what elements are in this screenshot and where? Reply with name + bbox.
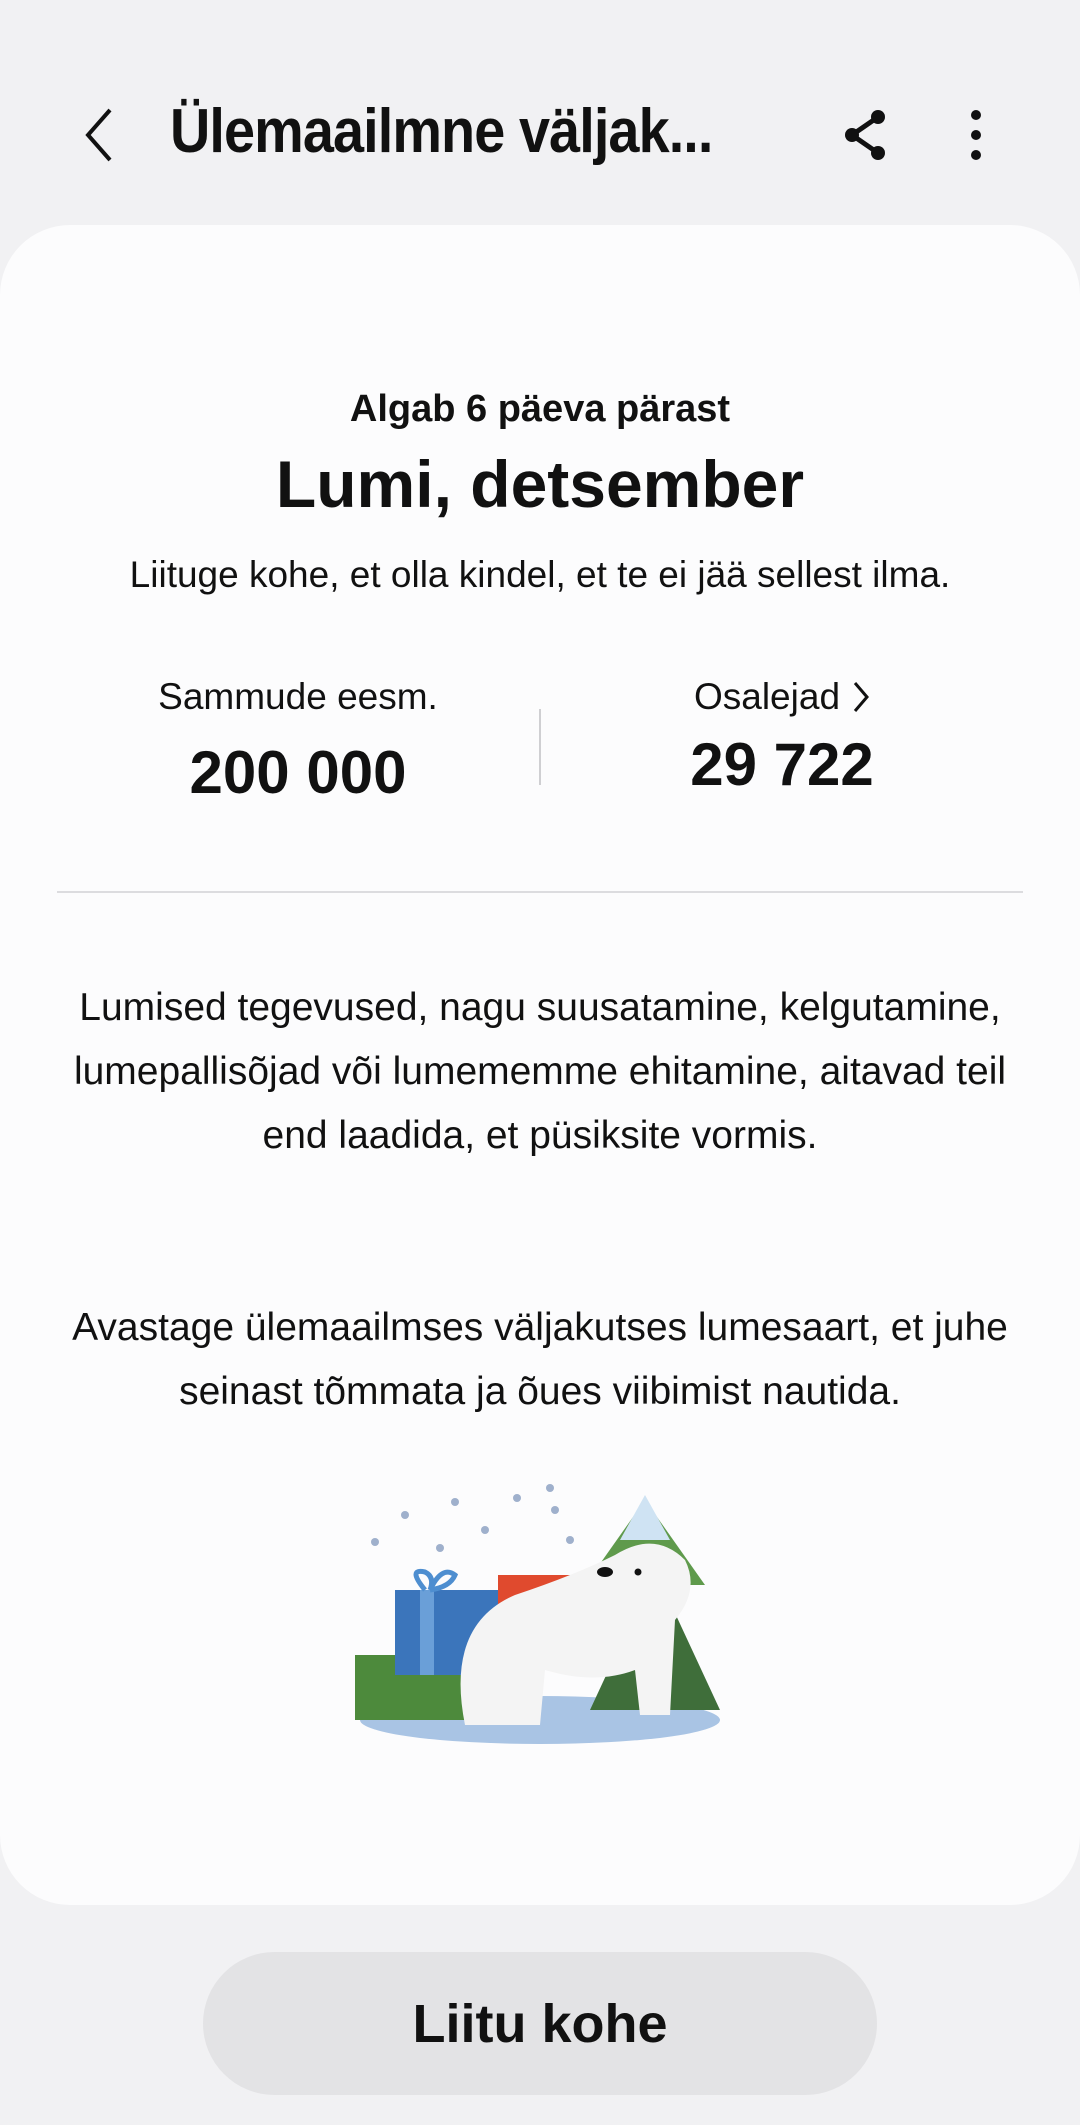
section-divider (57, 891, 1023, 893)
chevron-left-icon (78, 105, 118, 165)
polar-bear-illustration (355, 1480, 725, 1750)
steps-goal-label: Sammude eesm. (158, 676, 438, 717)
share-icon (840, 107, 890, 163)
more-options-button[interactable] (936, 95, 1016, 175)
steps-goal-value: 200 000 (189, 739, 407, 806)
participants-label: Osalejad (693, 676, 841, 717)
share-button[interactable] (825, 95, 905, 175)
challenge-title: Lumi, detsember (275, 447, 805, 521)
participants-link[interactable] (572, 676, 992, 718)
page-title: Ülemaailmne väljak... (170, 97, 713, 166)
more-vertical-icon (968, 109, 984, 161)
description-paragraph-1: Lumised tegevused, nagu suusatamine, kelgutamine, lumepallisõjad või lumememme ehitamine, aitavad teil end laadida, et püsiksite vormis. (73, 986, 1007, 1157)
participants-value: 29 722 (690, 731, 874, 798)
description-paragraph-2: Avastage ülemaailmses väljakutses lumesaart, et juhe seinast tõmmata ja õues viibimist nautida. (72, 1306, 1008, 1413)
chevron-right-icon (852, 681, 870, 713)
challenge-subtitle: Liituge kohe, et olla kindel, et te ei jää sellest ilma. (129, 554, 951, 595)
join-now-button[interactable]: Liitu kohe (203, 1952, 877, 2095)
start-countdown: Algab 6 päeva pärast (349, 388, 731, 430)
stats-divider (539, 709, 541, 785)
back-button[interactable] (58, 95, 138, 175)
